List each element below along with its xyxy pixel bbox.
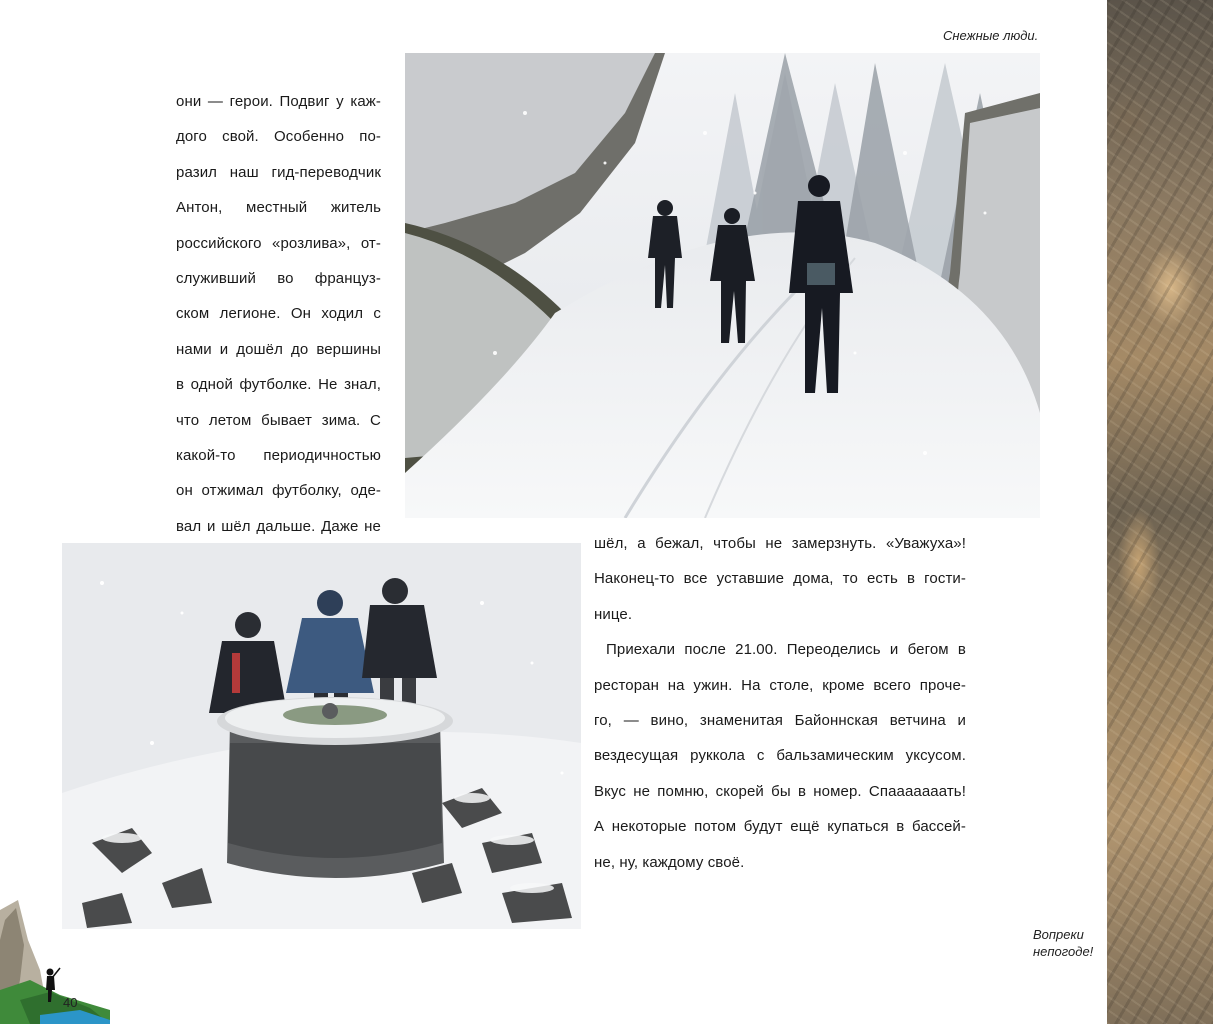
rock-texture-strip xyxy=(1107,0,1213,1024)
text-line: А некоторые потом будут ещё купаться в бассей- xyxy=(594,818,966,836)
photo-summit-marker xyxy=(62,543,581,929)
text-line: вездесущая руккола с бальзамическим уксусом. xyxy=(594,747,966,765)
caption-line: Вопреки xyxy=(1033,927,1084,942)
left-text-column xyxy=(176,84,381,544)
photo-snowy-forest xyxy=(405,53,1040,518)
text-line: Антон, местный житель xyxy=(176,199,381,217)
text-line: нами и дошёл до вершины xyxy=(176,340,381,358)
text-line: шёл, а бежал, чтобы не замерзнуть. «Уважуха»! xyxy=(594,535,966,552)
snowy-forest-image xyxy=(405,53,1040,518)
text-line: какой-то периодичностью xyxy=(176,446,381,464)
text-line: ресторан на ужин. На столе, кроме всего проче- xyxy=(594,676,966,694)
text-line: Наконец-то все уставшие дома, то есть в гости- xyxy=(594,570,966,588)
text-line: го, — вино, знаменитая Байоннская ветчина и xyxy=(594,711,966,729)
text-line: служивший во француз- xyxy=(176,269,381,287)
text-line: они — герои. Подвиг у каж- xyxy=(176,93,381,110)
photo-caption-top: Снежные люди. xyxy=(943,28,1039,43)
text-line: российского «розлива», от- xyxy=(176,234,381,252)
summit-image xyxy=(62,543,581,929)
climber-corner-illustration xyxy=(0,900,110,1024)
text-line: Приехали после 21.00. Переоделись и бегом в xyxy=(606,641,966,659)
text-line: что летом бывает зима. С xyxy=(176,411,381,429)
caption-line: непогоде! xyxy=(1033,944,1094,959)
text-line: не, ну, каждому своё. xyxy=(594,853,745,871)
right-text-column xyxy=(594,526,966,880)
text-line: вал и шёл дальше. Даже не xyxy=(176,517,381,535)
text-line: разил наш гид-переводчик xyxy=(176,163,381,181)
page-number: 40 xyxy=(63,995,78,1010)
photo-caption-bottom xyxy=(1033,926,1093,960)
text-line: ском легионе. Он ходил с xyxy=(176,305,381,323)
text-line: он отжимал футболку, оде- xyxy=(176,482,381,500)
text-line: нице. xyxy=(594,605,633,623)
text-line: Вкус не помню, скорей бы в номер. Спааааааать! xyxy=(594,782,966,800)
text-line: дого свой. Особенно по- xyxy=(176,128,381,146)
text-line: в одной футболке. Не знал, xyxy=(176,376,381,394)
